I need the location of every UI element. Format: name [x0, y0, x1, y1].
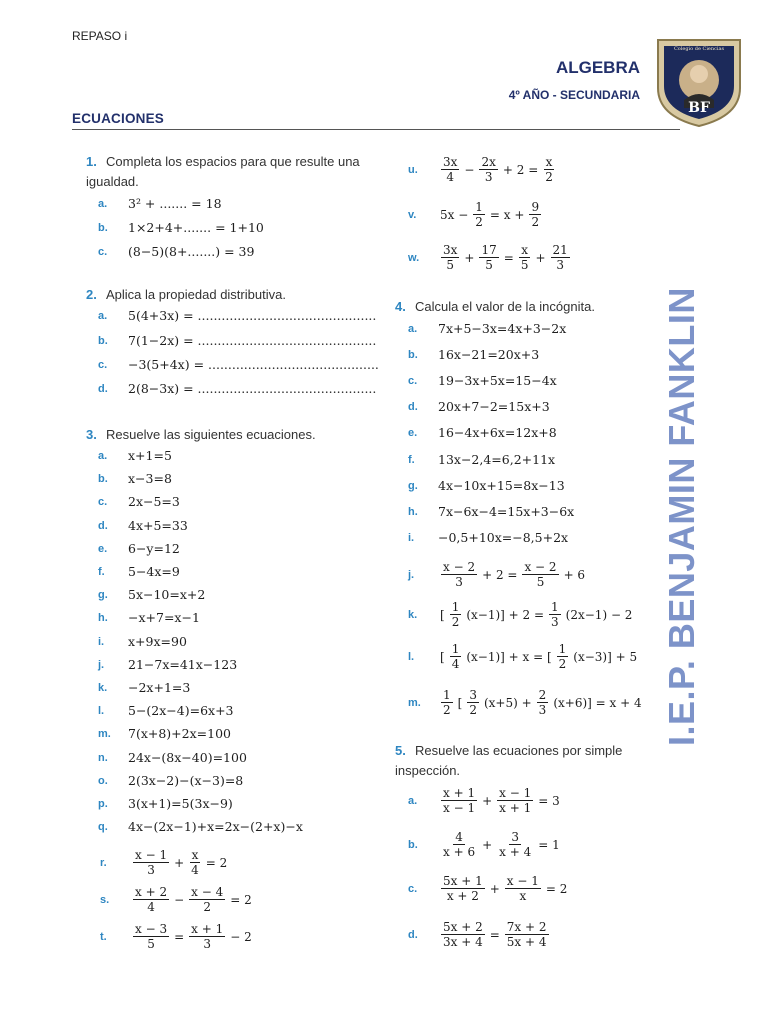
equation-text: (2x−1) − 2 [565, 607, 633, 622]
fraction [479, 243, 498, 272]
item-label: s. [100, 893, 110, 906]
item-label: i. [98, 635, 105, 648]
equation-row [408, 688, 644, 717]
equation-text: = x + [489, 207, 525, 222]
denominator: 2 [531, 215, 540, 229]
numerator: x − 3 [135, 922, 168, 936]
equation-row [408, 830, 562, 859]
numerator: x − 2 [443, 560, 476, 574]
fraction [133, 885, 169, 914]
equation-item [98, 656, 238, 674]
item-label: e. [408, 427, 418, 440]
equation-row [408, 200, 544, 229]
numerator: 3 [511, 830, 520, 844]
item-text: 4x+5=33 [128, 517, 188, 533]
item-text: 1×2+4+....... = 1+10 [128, 220, 264, 235]
fraction [441, 830, 477, 859]
item-text: 7x−6x−4=15x+3−6x [438, 503, 575, 519]
equation-row [408, 560, 587, 589]
numerator: x [521, 243, 529, 257]
item-label: g. [408, 479, 418, 492]
item-text: 2x−5=3 [128, 494, 180, 510]
denominator: 4 [191, 863, 199, 877]
numerator: x + 2 [135, 885, 168, 899]
denominator: 2 [545, 170, 553, 184]
item-text: x+1=5 [128, 448, 172, 463]
question-number: 1. [86, 154, 97, 169]
equation-item [408, 477, 565, 495]
equation-row [100, 922, 254, 951]
equation-text: + 2 = [482, 567, 518, 582]
item-label: d. [98, 519, 108, 532]
item-label: l. [98, 705, 105, 718]
question-1-title [86, 152, 386, 192]
equation-item [98, 795, 233, 813]
denominator: x + 6 [443, 845, 476, 859]
item-label: r. [100, 856, 107, 869]
q2-item-a [98, 307, 377, 325]
equation-text: = 1 [538, 837, 560, 852]
denominator: x − 1 [443, 801, 476, 815]
denominator: 2 [475, 215, 483, 229]
denominator: 5 [147, 937, 155, 951]
item-text: (8−5)(8+.......) = 39 [128, 244, 255, 259]
numerator: 4 [455, 830, 463, 844]
q1-item-c [98, 243, 255, 261]
equation-item [98, 470, 172, 488]
item-label: b. [98, 222, 108, 234]
numerator: x [191, 848, 199, 862]
item-label: c. [98, 496, 108, 509]
equation-text: + [174, 855, 185, 870]
numerator: 5x + 2 [443, 920, 483, 934]
question-5-title [395, 741, 683, 781]
item-label: f. [98, 566, 105, 578]
denominator: 3 [538, 703, 547, 717]
item-label: d. [98, 383, 108, 395]
item-label: w. [408, 251, 420, 264]
denominator: x + 4 [499, 845, 532, 859]
item-text: −2x+1=3 [128, 680, 191, 695]
q2-item-c [98, 356, 379, 374]
denominator: 5 [446, 258, 455, 272]
fraction [441, 786, 477, 815]
question-2-title [86, 285, 386, 305]
denominator: 3 [556, 258, 564, 272]
equation-text: + [482, 837, 493, 852]
item-label: u. [408, 163, 418, 176]
fraction [133, 922, 169, 951]
item-label: l. [408, 650, 415, 663]
equation-item [408, 451, 556, 469]
equation-item [98, 609, 200, 627]
item-text: 4x−(2x−1)+x=2x−(2+x)−x [128, 819, 303, 835]
fraction [543, 155, 555, 184]
question-text: Aplica la propiedad distributiva. [106, 287, 286, 302]
numerator: 7x + 2 [506, 920, 547, 934]
equation-item [98, 633, 187, 651]
fraction [497, 830, 533, 859]
item-label: m. [98, 728, 111, 741]
item-label: c. [408, 375, 418, 388]
numerator: 1 [475, 200, 483, 214]
question-number: 5. [395, 743, 406, 758]
numerator: x + 1 [191, 922, 224, 936]
denominator: 3 [484, 170, 493, 184]
logo-letters: BF [688, 100, 710, 116]
item-label: b. [98, 473, 108, 486]
item-text: 20x+7−2=15x+3 [438, 399, 550, 415]
equation-item [98, 517, 188, 535]
fraction [189, 922, 225, 951]
equation-text: [ [440, 607, 445, 622]
denominator: x [519, 889, 527, 903]
item-text: 19−3x+5x=15−4x [438, 373, 557, 389]
fraction [529, 200, 541, 229]
item-text: x+9x=90 [128, 633, 187, 649]
item-text: 7(x+8)+2x=100 [128, 726, 231, 742]
numerator: x − 2 [524, 560, 557, 574]
numerator: 3x [443, 155, 458, 169]
equation-item [98, 702, 234, 720]
equation-text: + 6 [563, 567, 586, 582]
section-title: ECUACIONES [72, 111, 165, 126]
item-label: c. [408, 882, 418, 895]
fraction [441, 243, 459, 272]
fraction [551, 243, 570, 272]
item-text: 2(3x−2)−(x−3)=8 [128, 772, 244, 788]
equation-item [408, 372, 557, 390]
denominator: 3 [147, 863, 155, 877]
equation-item [408, 424, 557, 442]
equation-text: (x+5) + [483, 695, 532, 710]
denominator: 2 [558, 657, 567, 671]
equation-text: (x−3)] + 5 [573, 649, 638, 664]
question-number: 2. [86, 287, 97, 302]
item-text: 7(1−2x) = ............................................. [128, 333, 377, 348]
item-label: h. [408, 505, 418, 518]
item-text: −x+7=x−1 [128, 610, 200, 626]
fraction [522, 560, 558, 589]
equation-text: = 2 [545, 881, 568, 896]
item-text: 7x+5−3x=4x+3−2x [438, 321, 567, 336]
equation-text: = [489, 927, 500, 942]
item-text: −3(5+4x) = ........................................... [128, 357, 379, 372]
item-label: b. [408, 349, 418, 362]
denominator: 2 [203, 900, 212, 914]
equation-text: 5x − [440, 207, 469, 222]
fraction [549, 600, 561, 629]
item-text: 2(8−3x) = ............................................. [128, 381, 377, 396]
question-3-title [86, 425, 386, 445]
q2-item-d [98, 380, 377, 398]
question-text: Completa los espacios para que resulte una igualdad. [86, 154, 360, 189]
numerator: x + 1 [443, 786, 476, 800]
item-label: h. [98, 612, 108, 625]
numerator: 5x + 1 [443, 874, 483, 888]
equation-item [98, 447, 172, 465]
question-text: Resuelve las ecuaciones por simple inspección. [395, 743, 623, 778]
denominator: 3x + 4 [443, 935, 483, 949]
item-label: b. [98, 335, 108, 347]
numerator: 17 [481, 243, 497, 257]
fraction [441, 688, 453, 717]
q2-item-b [98, 332, 377, 350]
fraction [133, 848, 169, 877]
fraction [441, 155, 459, 184]
item-text: 5x−10=x+2 [128, 587, 206, 603]
item-label: p. [98, 798, 108, 810]
equation-text: + [482, 793, 493, 808]
fraction [450, 642, 462, 671]
numerator: 1 [451, 600, 460, 614]
item-text: 6−y=12 [128, 540, 180, 556]
numerator: x − 1 [135, 848, 168, 862]
item-label: a. [98, 310, 108, 322]
numerator: x − 4 [191, 885, 224, 899]
item-label: j. [98, 658, 105, 671]
fraction [473, 200, 485, 229]
item-label: d. [408, 401, 418, 414]
item-label: k. [408, 608, 418, 621]
item-label: a. [408, 794, 418, 807]
question-number: 4. [395, 299, 406, 314]
equation-item [408, 346, 540, 364]
fraction [450, 600, 462, 629]
equation-text: + [464, 250, 475, 265]
equation-item [408, 320, 567, 338]
item-label: n. [98, 751, 108, 764]
denominator: 3 [551, 615, 559, 629]
item-text: 13x−2,4=6,2+11x [438, 451, 556, 467]
equation-row [100, 885, 254, 914]
numerator: x − 1 [506, 874, 539, 888]
item-text: 5−(2x−4)=6x+3 [128, 703, 234, 719]
fraction [519, 243, 531, 272]
equation-text: = 2 [205, 855, 228, 870]
item-label: m. [408, 696, 421, 709]
numerator: 3 [469, 688, 477, 702]
denominator: x + 1 [499, 801, 532, 815]
equation-row [408, 642, 639, 671]
question-text: Resuelve las siguientes ecuaciones. [106, 427, 316, 442]
equation-text: = 2 [230, 892, 252, 907]
item-text: 24x−(8x−40)=100 [128, 749, 247, 765]
item-text: x−3=8 [128, 471, 172, 487]
equation-row [408, 920, 552, 949]
equation-item [98, 679, 191, 697]
item-label: c. [98, 246, 108, 258]
item-label: q. [98, 821, 108, 834]
section-divider [72, 129, 680, 130]
question-number: 3. [86, 427, 97, 442]
item-text: −0,5+10x=−8,5+2x [438, 529, 569, 545]
item-label: v. [408, 208, 417, 221]
equation-text: + 2 = [502, 162, 539, 177]
item-text: 5−4x=9 [128, 564, 180, 579]
numerator: x − 1 [499, 786, 532, 800]
school-crest-logo [654, 36, 744, 128]
numerator: 21 [552, 243, 568, 257]
equation-item [98, 749, 247, 767]
equation-text: + [535, 250, 546, 265]
item-text: 5(4+3x) = ............................................. [128, 308, 377, 323]
equation-row [408, 874, 569, 903]
item-label: o. [98, 774, 108, 787]
equation-item [98, 586, 206, 604]
fraction [557, 642, 569, 671]
fraction [441, 560, 477, 589]
denominator: 5 [485, 258, 493, 272]
logo-caption: Colegio de Ciencias [673, 46, 725, 52]
numerator: x [545, 155, 553, 169]
equation-row [408, 786, 562, 815]
q1-item-b [98, 219, 264, 237]
fraction [189, 885, 225, 914]
denominator: 4 [446, 170, 455, 184]
numerator: 9 [531, 200, 540, 214]
equation-row [408, 600, 634, 629]
item-label: k. [98, 682, 108, 694]
equation-item [98, 540, 180, 558]
item-text: 16−4x+6x=12x+8 [438, 425, 557, 441]
fraction [479, 155, 497, 184]
question-4-title [395, 297, 695, 317]
equation-item [98, 493, 180, 511]
item-text: 3² + ....... = 18 [128, 196, 222, 211]
denominator: 4 [451, 657, 460, 671]
fraction [497, 786, 533, 815]
item-label: t. [100, 930, 107, 943]
denominator: 2 [451, 615, 460, 629]
equation-item [98, 725, 231, 743]
denominator: 5 [536, 575, 545, 589]
item-text: 4x−10x+15=8x−13 [438, 477, 565, 493]
equation-row [408, 155, 558, 184]
subject-title: ALGEBRA [555, 58, 640, 77]
equation-item [408, 529, 569, 547]
equation-text: + [489, 881, 500, 896]
equation-item [98, 772, 244, 790]
fraction [189, 848, 201, 877]
item-text: 3(x+1)=5(3x−9) [128, 796, 233, 811]
equation-item [98, 563, 180, 581]
equation-text: = [174, 929, 185, 944]
equation-item [98, 818, 303, 836]
numerator: 2 [538, 688, 547, 702]
equation-text: − [174, 892, 185, 907]
fraction [441, 920, 485, 949]
fraction [505, 920, 549, 949]
equation-text: (x+6)] = x + 4 [553, 695, 642, 710]
item-label: j. [408, 568, 415, 581]
fraction [537, 688, 549, 717]
item-label: c. [98, 359, 108, 371]
numerator: 1 [451, 642, 460, 656]
equation-row [100, 848, 229, 877]
equation-text: − 2 [230, 929, 252, 944]
equation-text: (x−1)] + 2 = [466, 607, 545, 622]
question-text: Calcula el valor de la incógnita. [415, 299, 595, 314]
denominator: 2 [443, 703, 451, 717]
equation-text: = 3 [538, 793, 560, 808]
numerator: 3x [443, 243, 458, 257]
item-label: b. [408, 838, 418, 851]
school-name-vertical: I.E.P. BENJAMIN FANKLIN [661, 287, 702, 746]
grade-label: 4º AÑO - SECUNDARIA [508, 88, 640, 102]
denominator: x + 2 [446, 889, 479, 903]
equation-text: − [464, 162, 475, 177]
item-label: a. [98, 450, 108, 462]
denominator: 4 [147, 900, 155, 914]
denominator: 2 [469, 703, 477, 717]
denominator: 5 [520, 258, 529, 272]
numerator: 1 [551, 600, 559, 614]
item-label: a. [408, 323, 418, 335]
equation-text: (x−1)] + x = [ [466, 649, 552, 664]
equation-text: [ [457, 695, 463, 710]
numerator: 1 [558, 642, 567, 656]
fraction [505, 874, 541, 903]
item-label: a. [98, 198, 108, 210]
item-label: g. [98, 589, 108, 602]
fraction [467, 688, 479, 717]
q1-item-a [98, 195, 222, 213]
page-header-label: REPASO i [72, 29, 128, 43]
denominator: 3 [203, 937, 212, 951]
numerator: 1 [443, 688, 451, 702]
fraction [441, 874, 485, 903]
denominator: 3 [455, 575, 463, 589]
equation-text: [ [440, 649, 445, 664]
equation-row [408, 243, 573, 272]
equation-item [408, 503, 575, 521]
equation-text: = [503, 250, 514, 265]
item-text: 21−7x=41x−123 [128, 656, 238, 672]
equation-item [408, 398, 550, 416]
item-label: f. [408, 453, 415, 466]
item-label: d. [408, 928, 418, 941]
item-text: 16x−21=20x+3 [438, 347, 540, 363]
item-label: e. [98, 542, 108, 555]
item-label: i. [408, 531, 415, 544]
numerator: 2x [481, 155, 496, 169]
denominator: 5x + 4 [506, 935, 547, 949]
